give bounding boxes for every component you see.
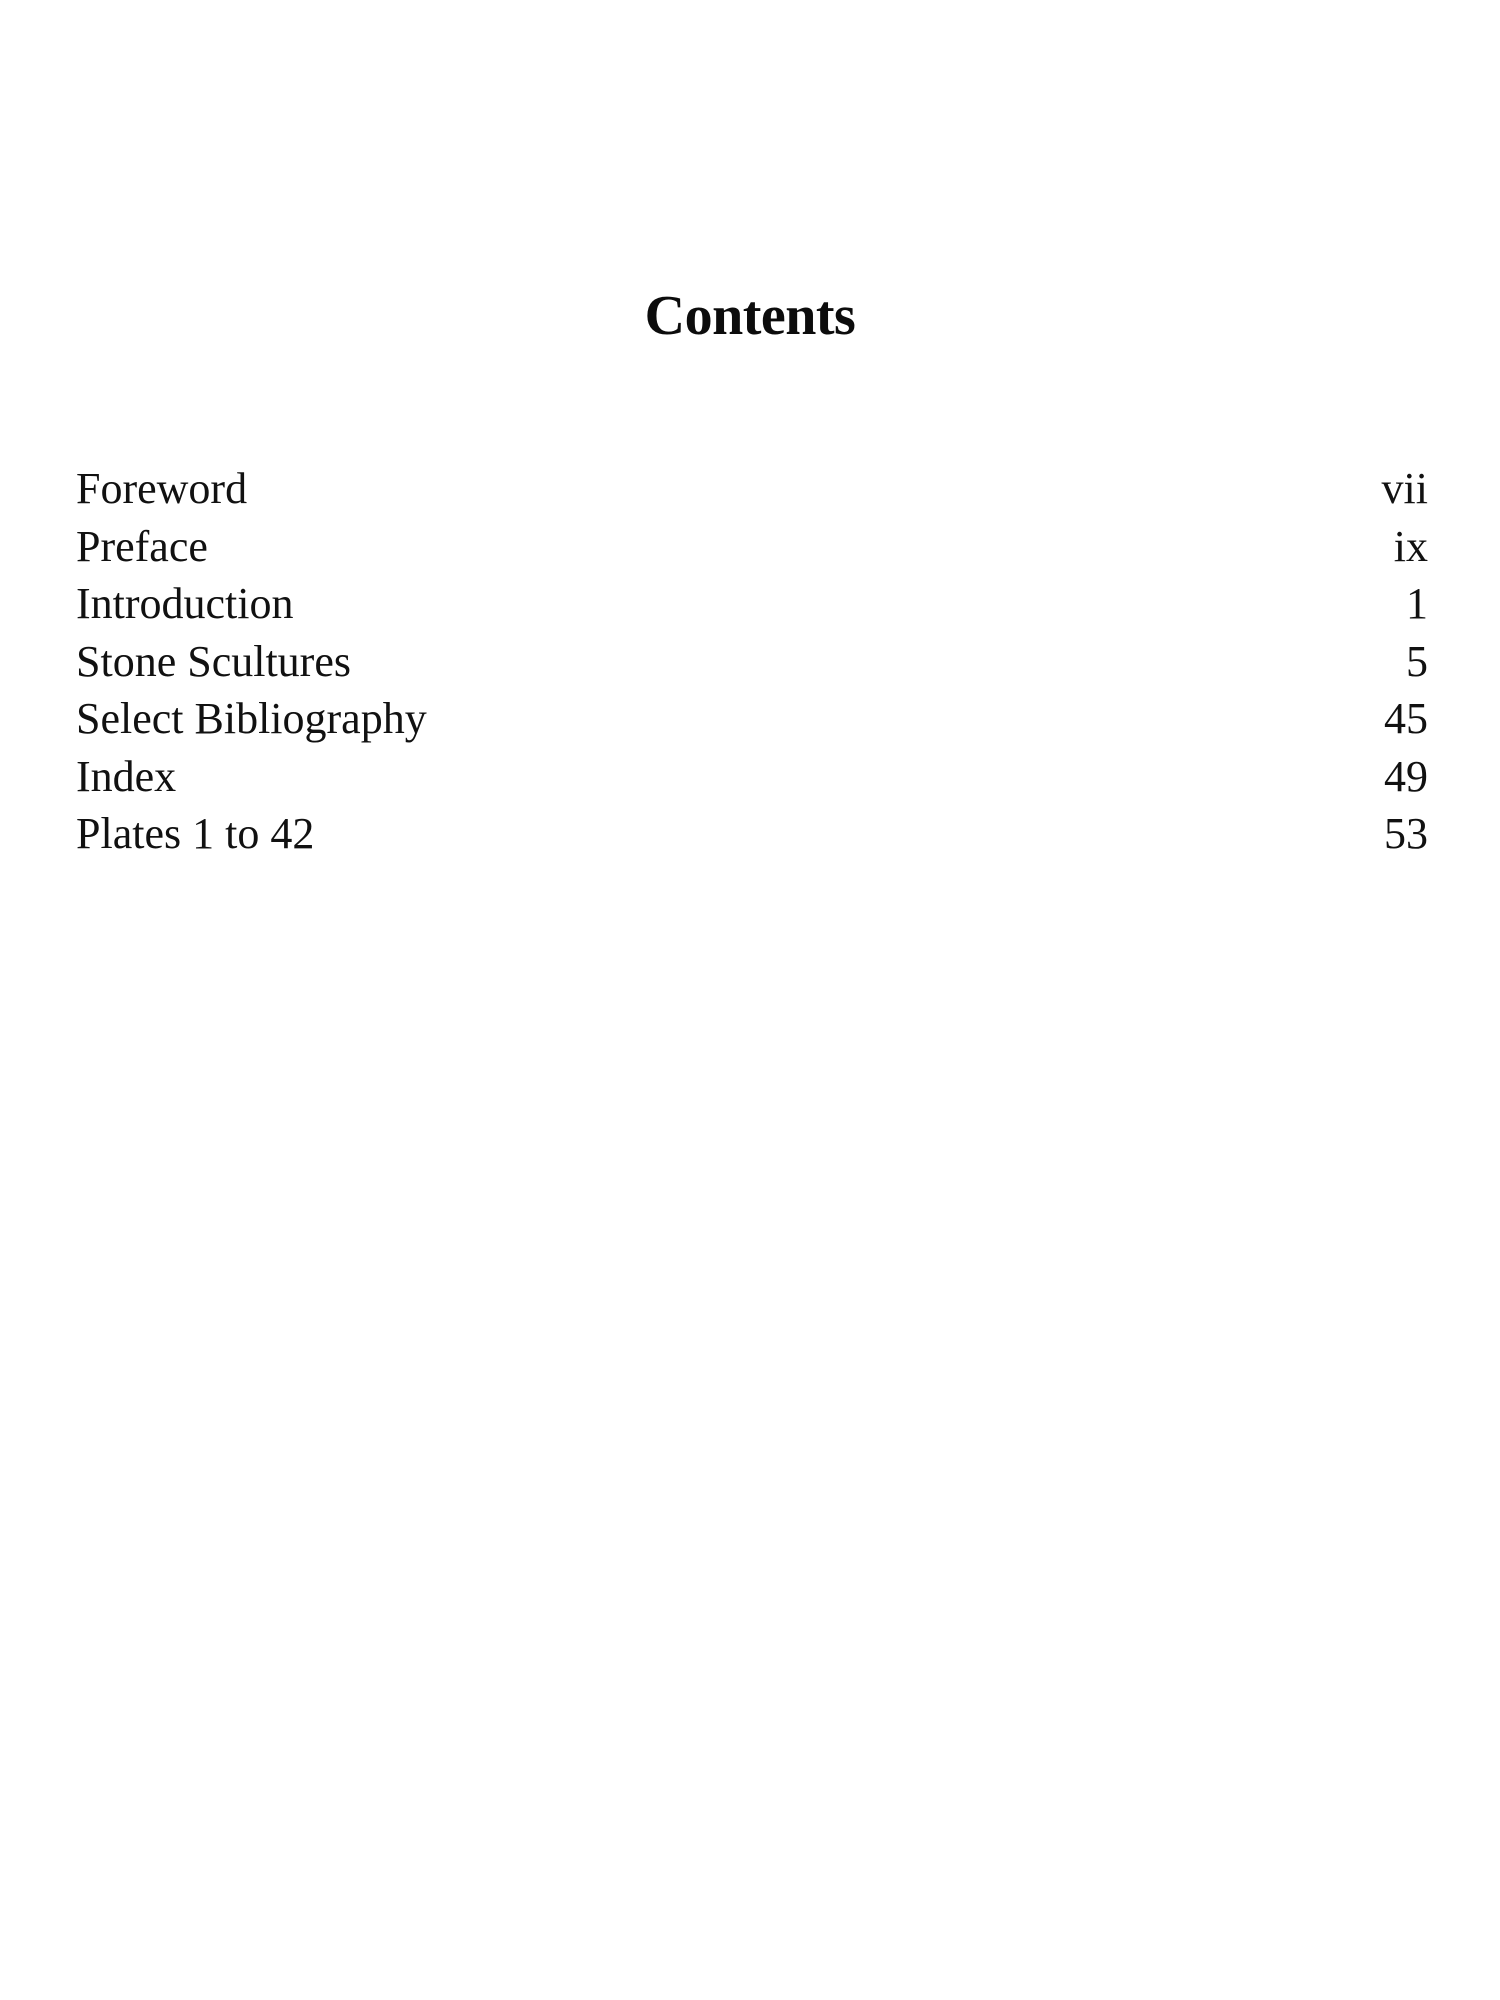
toc-entry-label: Select Bibliography [76, 694, 427, 743]
toc-entry-introduction [76, 575, 1428, 633]
toc-entry-page-number: 53 [1384, 809, 1428, 858]
toc-entry-foreword [76, 460, 1428, 518]
toc-entry-stone-sculptures [76, 633, 1428, 691]
toc-entry-select-bibliography [76, 690, 1428, 748]
toc-entry-label: Foreword [76, 464, 248, 513]
toc-entry-page-number: vii [1381, 464, 1428, 513]
toc-entry-label: Preface [76, 521, 208, 571]
toc-entry-label: Plates 1 to 42 [76, 809, 315, 858]
toc-entry-label: Index [76, 751, 177, 801]
toc-entry-plates [76, 805, 1428, 863]
toc-entry-index [76, 748, 1428, 806]
toc-entry-page-number: ix [1393, 521, 1428, 571]
toc-entry-label: Introduction [76, 579, 294, 628]
toc-entry-page-number: 49 [1384, 751, 1428, 801]
page-title: Contents [644, 285, 856, 347]
toc-entry-page-number: 5 [1406, 636, 1428, 686]
toc-entry-page-number: 1 [1406, 579, 1428, 628]
toc-entry-label: Stone Scultures [76, 636, 351, 686]
toc-entry-preface [76, 518, 1428, 576]
table-of-contents [76, 460, 1428, 863]
toc-entry-page-number: 45 [1384, 694, 1428, 743]
